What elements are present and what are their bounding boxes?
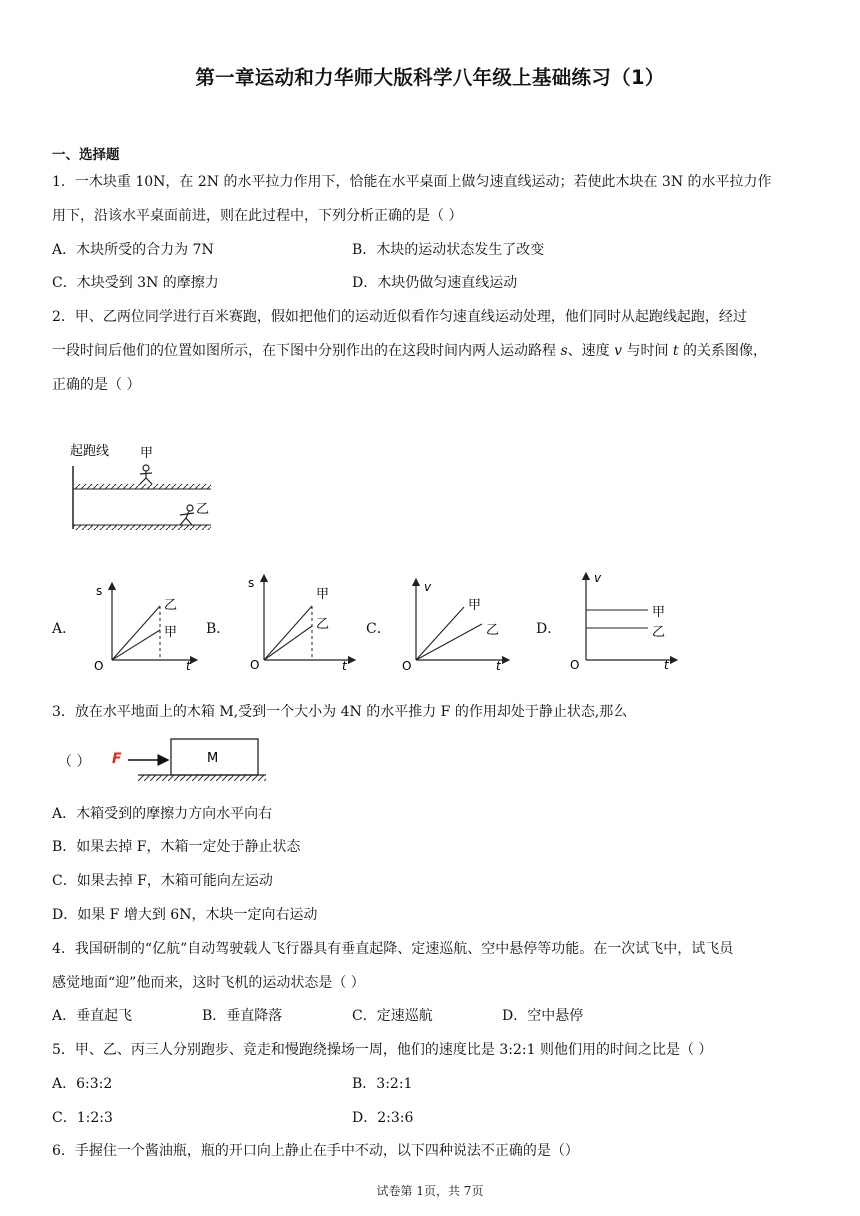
svg-text:O: O: [570, 658, 580, 670]
q4-option-a[interactable]: A．垂直起飞: [52, 1008, 133, 1024]
q2-stem-line3: 正确的是（ ）: [52, 377, 141, 393]
q4-stem-line2: 感觉地面“迎”他而来，这时飞机的运动状态是（ ）: [52, 975, 365, 991]
q1-option-b[interactable]: B．木块的运动状态发生了改变: [352, 242, 545, 258]
svg-text:乙: 乙: [486, 623, 500, 638]
force-label: F: [112, 751, 122, 767]
q5-option-a[interactable]: A．6:3:2: [52, 1076, 113, 1092]
graph-b[interactable]: [244, 570, 359, 670]
q5-option-b[interactable]: B．3:2:1: [352, 1076, 413, 1092]
q4-option-c[interactable]: C．定速巡航: [352, 1008, 433, 1024]
q1-stem-line1: 1．一木块重 10N，在 2N 的水平拉力作用下，恰能在水平桌面上做匀速直线运动；若使此木块在 3N 的水平拉力作: [52, 174, 772, 190]
svg-text:v: v: [594, 571, 602, 585]
track-divider-bottom: [73, 525, 211, 530]
q3-option-b[interactable]: B．如果去掉 F，木箱一定处于静止状态: [52, 839, 301, 855]
q3-option-a[interactable]: A．木箱受到的摩擦力方向水平向右: [52, 806, 273, 822]
q2-option-a[interactable]: A．: [52, 621, 77, 637]
ground-hatch: [138, 775, 266, 781]
svg-text:t: t: [496, 659, 501, 670]
q3-option-d[interactable]: D．如果 F 增大到 6N，木块一定向右运动: [52, 907, 318, 923]
q4-stem-line1: 4．我国研制的“亿航”自动驾驶载人飞行器具有垂直起降、定速巡航、空中悬停等功能。在一次试飞中，试飞员: [52, 941, 734, 957]
race-track-figure: [66, 438, 216, 538]
section-heading: 一、选择题: [52, 147, 120, 163]
svg-text:t: t: [186, 659, 191, 670]
graph-a-upper-line: [112, 606, 160, 660]
page-footer: 试卷第 1页，共 7页: [376, 1184, 484, 1198]
q1-stem-line2: 用下，沿该水平桌面前进，则在此过程中，下列分析正确的是（ ）: [52, 208, 463, 224]
q2-stem-line2: 一段时间后他们的位置如图所示，在下图中分别作出的在这段时间内两人运动路程 s、速度 v 与时间 t 的关系图像，: [52, 343, 768, 359]
q5-option-c[interactable]: C．1:2:3: [52, 1110, 113, 1126]
q2-option-b[interactable]: B．: [206, 621, 231, 637]
graph-d[interactable]: [566, 568, 681, 670]
svg-text:乙: 乙: [164, 598, 178, 613]
q5-stem-line1: 5．甲、乙、丙三人分别跑步、竞走和慢跑绕操场一周，他们的速度比是 3:2:1 则他们用的时间之比是（ ）: [52, 1042, 713, 1058]
svg-text:甲: 甲: [164, 625, 178, 640]
runner-yi-icon: [180, 505, 194, 525]
graph-a-lower-line: [112, 630, 160, 660]
svg-text:O: O: [250, 658, 260, 670]
svg-text:M: M: [207, 751, 219, 766]
svg-text:甲: 甲: [316, 587, 330, 602]
track-divider-top: [73, 484, 211, 489]
runner-yi-label: 乙: [196, 502, 210, 517]
q1-option-c[interactable]: C．木块受到 3N 的摩擦力: [52, 275, 219, 291]
runner-jia-icon: [140, 465, 152, 484]
q2-option-d[interactable]: D．: [536, 621, 562, 637]
svg-text:O: O: [94, 659, 104, 670]
svg-text:乙: 乙: [652, 625, 666, 640]
q2-stem-line1: 2．甲、乙两位同学进行百米赛跑，假如把他们的运动近似看作匀速直线运动处理，他们同时从起跑线起跑，经过: [52, 309, 747, 325]
svg-text:乙: 乙: [316, 617, 330, 632]
box-force-figure: [108, 733, 268, 783]
start-line-label: 起跑线: [70, 444, 110, 459]
q5-option-d[interactable]: D．2:3:6: [352, 1110, 414, 1126]
svg-text:甲: 甲: [468, 598, 482, 613]
svg-text:s: s: [248, 576, 255, 590]
q3-option-c[interactable]: C．如果去掉 F，木箱可能向左运动: [52, 873, 273, 889]
svg-text:v: v: [424, 580, 432, 594]
q1-option-d[interactable]: D．木块仍做匀速直线运动: [352, 275, 518, 291]
q3-answer-paren: （ ）: [58, 754, 91, 770]
q6-stem-line1: 6．手握住一个酱油瓶，瓶的开口向上静止在手中不动，以下四种说法不正确的是（）: [52, 1143, 579, 1159]
page-title: 第一章运动和力华师大版科学八年级上基础练习（1）: [195, 66, 665, 89]
svg-text:t: t: [664, 658, 669, 670]
q1-option-a[interactable]: A．木块所受的合力为 7N: [52, 242, 214, 258]
graph-a[interactable]: [90, 578, 200, 670]
svg-text:s: s: [96, 584, 103, 598]
svg-text:O: O: [402, 659, 412, 670]
graph-c[interactable]: [398, 574, 513, 670]
q2-option-c[interactable]: C．: [366, 621, 391, 637]
svg-text:甲: 甲: [652, 605, 666, 620]
q4-option-b[interactable]: B．垂直降落: [202, 1008, 283, 1024]
svg-text:t: t: [342, 659, 347, 670]
q3-stem-line1: 3．放在水平地面上的木箱 M,受到一个大小为 4N 的水平推力 F 的作用却处于静止状态,那么: [52, 704, 628, 720]
runner-jia-label: 甲: [140, 446, 154, 461]
q4-option-d[interactable]: D．空中悬停: [502, 1008, 584, 1024]
